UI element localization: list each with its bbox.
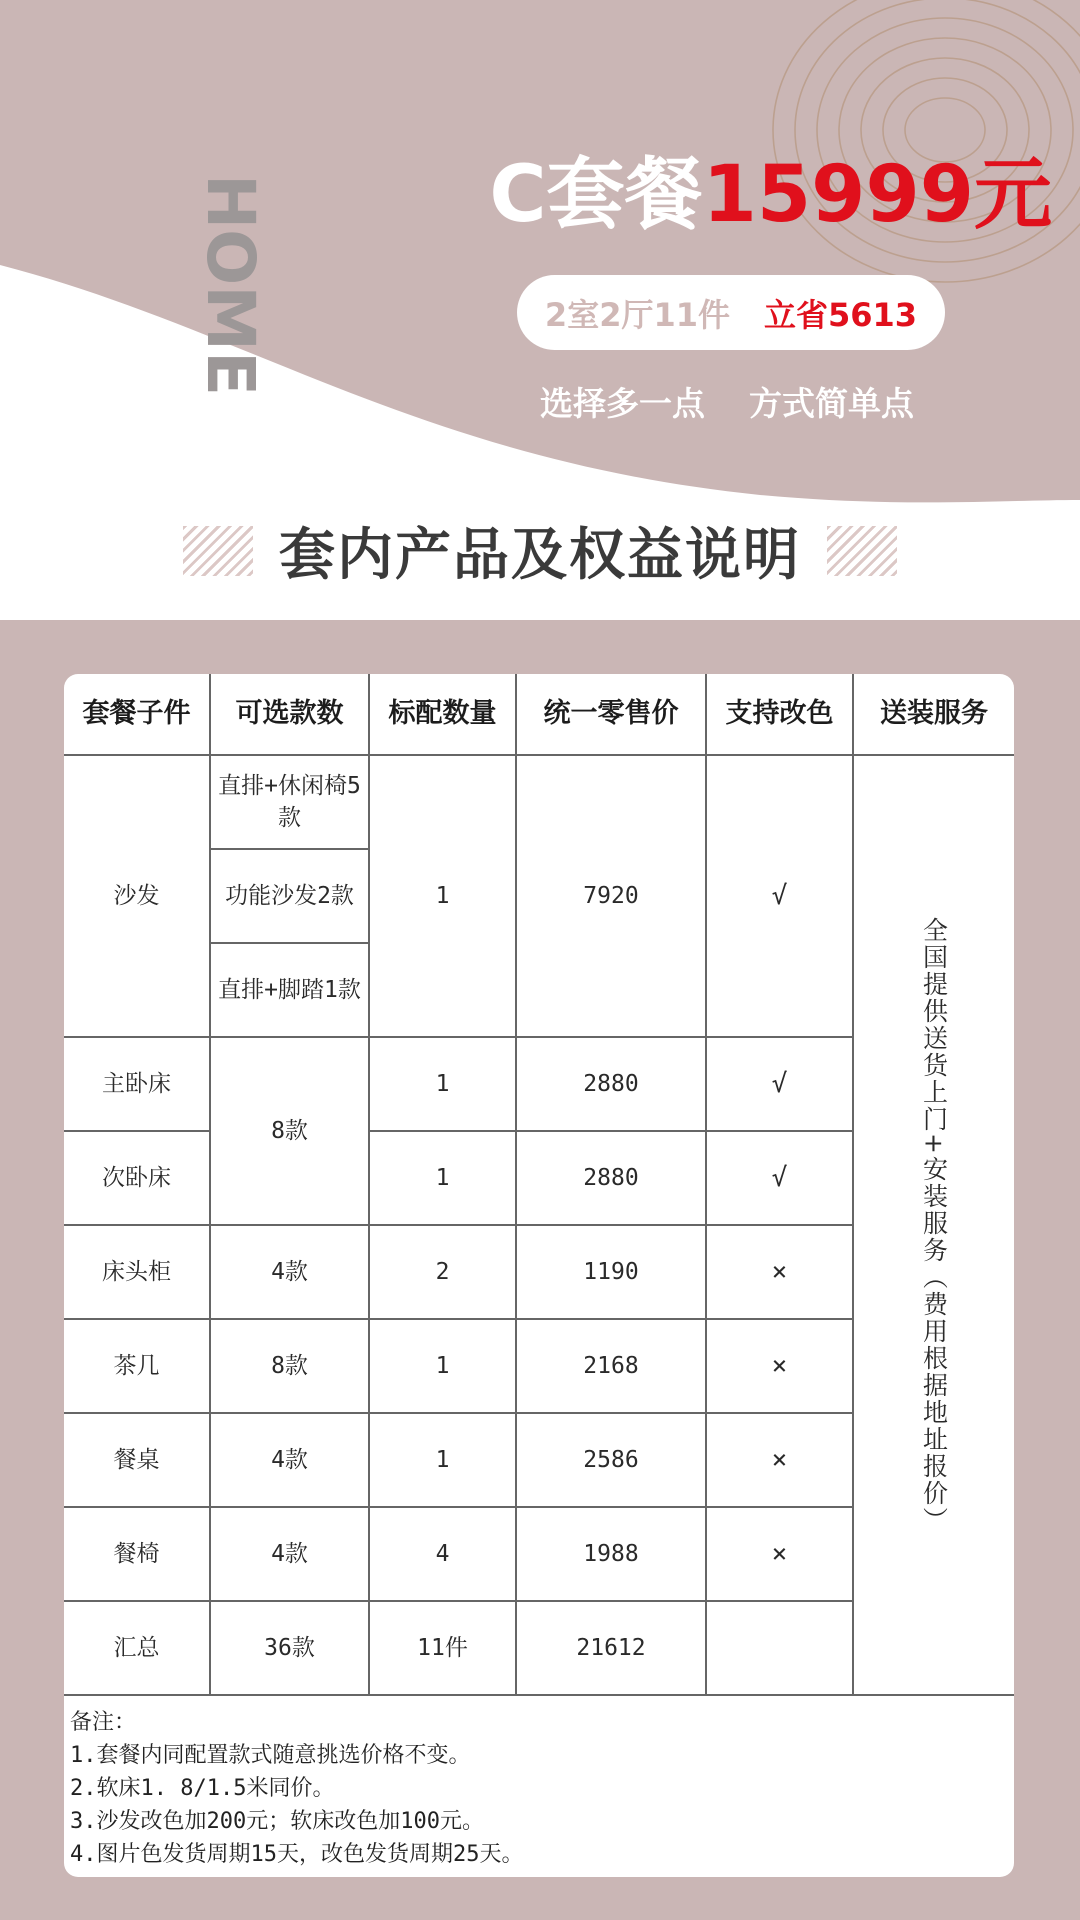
note-line: 4.图片色发货周期15天，改色发货周期25天。: [70, 1842, 524, 1867]
table-row-name: 餐桌: [64, 1414, 211, 1508]
package-price: 15999元: [702, 150, 1052, 240]
table-row-options: 4款: [211, 1414, 370, 1508]
table-row-recolor: ×: [707, 1414, 854, 1508]
total-name: 汇总: [64, 1602, 211, 1696]
package-title: [489, 150, 1052, 240]
header-options: 可选款数: [211, 674, 370, 756]
table-row-qty: 1: [370, 1038, 517, 1132]
section-title: 套内产品及权益说明: [279, 523, 801, 588]
table-row-price: 2586: [517, 1414, 707, 1508]
table-row-recolor: ×: [707, 1226, 854, 1320]
table-row-qty: 4: [370, 1508, 517, 1602]
sofa-name: 沙发: [64, 756, 211, 1038]
note-line: 2.软床1. 8/1.5米同价。: [70, 1776, 335, 1801]
table-row-name: 主卧床: [64, 1038, 211, 1132]
home-watermark: [190, 140, 270, 430]
header-price: 统一零售价: [517, 674, 707, 756]
stripe-decoration-left: [183, 526, 253, 576]
table-row-qty: 1: [370, 1132, 517, 1226]
table-row-recolor: √: [707, 1132, 854, 1226]
note-line: 3.沙发改色加200元；软床改色加100元。: [70, 1809, 484, 1834]
note-line: 1.套餐内同配置款式随意挑选价格不变。: [70, 1743, 471, 1768]
table-row-options: 8款: [211, 1320, 370, 1414]
sofa-qty: 1: [370, 756, 517, 1038]
notes: [64, 1698, 1014, 1877]
table-row-price: 1988: [517, 1508, 707, 1602]
total-price: 21612: [517, 1602, 707, 1696]
product-table-card: [64, 674, 1014, 1877]
header-qty: 标配数量: [370, 674, 517, 756]
table-row-options: 4款: [211, 1508, 370, 1602]
savings-pill: [517, 275, 945, 350]
service-cell: [854, 756, 1014, 1696]
package-name: C套餐: [489, 150, 703, 240]
table-row-name: 次卧床: [64, 1132, 211, 1226]
table-row-price: 2168: [517, 1320, 707, 1414]
hero-banner: [0, 0, 1080, 620]
product-table: [64, 674, 1014, 1698]
table-row-price: 2880: [517, 1038, 707, 1132]
table-row-name: 餐椅: [64, 1508, 211, 1602]
table-row-qty: 1: [370, 1414, 517, 1508]
tagline: [540, 378, 914, 425]
table-row-name: 茶几: [64, 1320, 211, 1414]
header-recolor: 支持改色: [707, 674, 854, 756]
stripe-decoration-right: [827, 526, 897, 576]
table-row-qty: 1: [370, 1320, 517, 1414]
total-options: 36款: [211, 1602, 370, 1696]
table-row-recolor: ×: [707, 1320, 854, 1414]
sofa-option-3: 直排+脚踏1款: [211, 944, 370, 1038]
tagline-right: 方式简单点: [749, 384, 914, 423]
header-item: 套餐子件: [64, 674, 211, 756]
notes-title: 备注：: [70, 1710, 137, 1735]
sofa-option-1: 直排+休闲椅5款: [211, 756, 370, 850]
header-service: 送装服务: [854, 674, 1014, 756]
sofa-recolor-check: √: [707, 756, 854, 1038]
sofa-price: 7920: [517, 756, 707, 1038]
table-row-name: 床头柜: [64, 1226, 211, 1320]
savings-amount: 立省5613: [764, 295, 918, 334]
table-row-recolor: √: [707, 1038, 854, 1132]
tagline-left: 选择多一点: [540, 384, 705, 423]
service-text: 全国提供送货上门+安装服务（费用根据地址报价）: [919, 916, 949, 1534]
table-row-recolor: ×: [707, 1508, 854, 1602]
total-recolor: [707, 1602, 854, 1696]
room-count: 2室2厅11件: [544, 295, 730, 334]
table-row-price: 1190: [517, 1226, 707, 1320]
beds-options: 8款: [211, 1038, 370, 1226]
table-row-qty: 2: [370, 1226, 517, 1320]
total-qty: 11件: [370, 1602, 517, 1696]
table-row-options: 4款: [211, 1226, 370, 1320]
section-heading: [0, 515, 1080, 587]
home-watermark-text: HOME: [192, 173, 269, 397]
sofa-option-2: 功能沙发2款: [211, 850, 370, 944]
table-row-price: 2880: [517, 1132, 707, 1226]
